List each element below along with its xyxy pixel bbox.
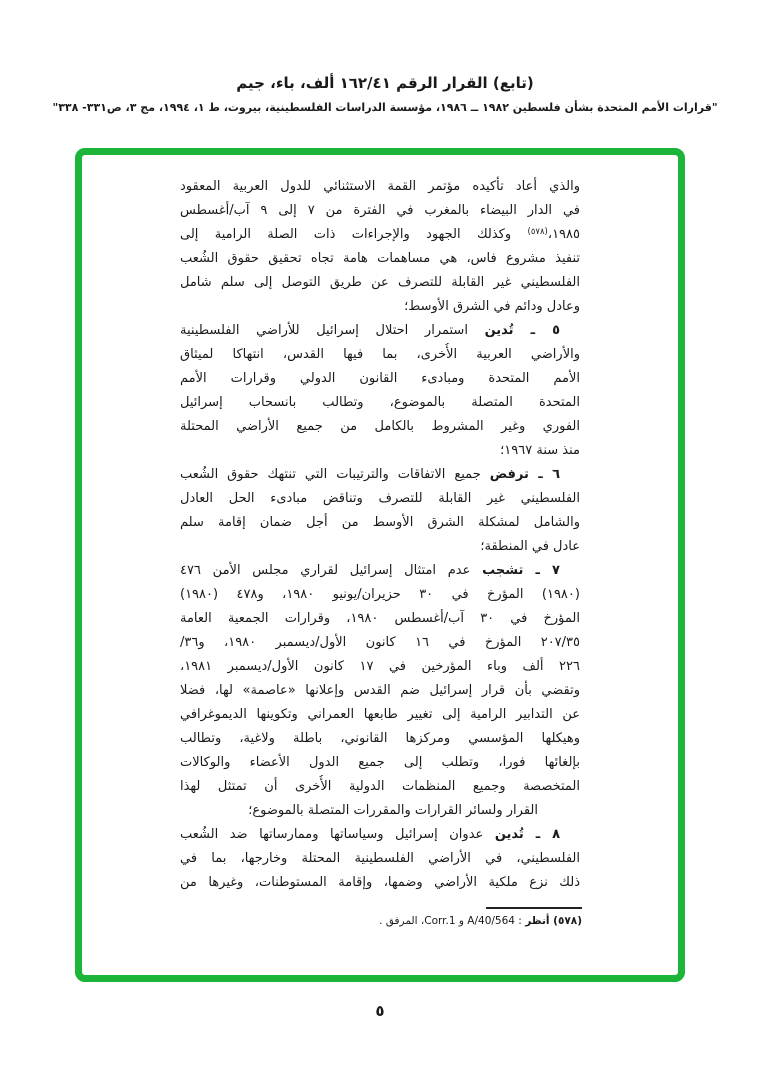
text-line: المتخصصة وجميع المنظمات الدولية الأُخرى أن تمتثل لهذا <box>180 779 580 794</box>
text-line: وتقضي بأن قرار إسرائيل ضم القدس وإعلانها «عاصمة» لها، فضلا <box>180 683 580 698</box>
text-line: منذ سنة ١٩٦٧؛ <box>500 443 580 458</box>
text-line: الفلسطيني، في الأراضي الفلسطينية المحتلة وخارجها، بما في <box>180 851 580 866</box>
footnote-area <box>178 907 582 929</box>
text-line: ٧ ـ تشجب عدم امتثال إسرائيل لقراري مجلس الأمن ٤٧٦ <box>180 563 560 578</box>
text-line: عادل في المنطقة؛ <box>480 539 580 554</box>
footnote-rule <box>486 907 582 909</box>
text-line: المتحدة المتصلة بالموضوع، وتطالب بانسحاب إسرائيل <box>180 395 580 410</box>
text-line: المؤرخ في ٣٠ آب/أغسطس ١٩٨٠، وقرارات الجمعية العامة <box>180 611 580 626</box>
text-line: ٦ ـ ترفض جميع الاتفاقات والترتيبات التي تنتهك حقوق الشُعب <box>180 467 560 482</box>
text-line: الأمم المتحدة ومبادىء القانون الدولي وقرارات الأمم <box>180 371 580 386</box>
green-border-frame <box>75 148 685 982</box>
text-line: الفلسطيني غير القابلة للتصرف وتناقض مبادىء الحل العادل <box>180 491 580 506</box>
text-line: ٥ ـ تُدين استمرار احتلال إسرائيل للأراضي الفلسطينية <box>180 323 560 338</box>
text-line: ١٩٨٥،$^{(٥٧٨)}$ وكذلك الجهود والإجراءات ذات الصلة الرامية إلى <box>180 227 580 242</box>
text-line: ٨ ـ تُدين عدوان إسرائيل وسياساتها وممارساتها ضد الشُعب <box>180 827 560 842</box>
text-line: في الدار البيضاء بالمغرب في الفترة من ٧ إلى ٩ آب/أغسطس <box>180 203 580 218</box>
header-citation: "قرارات الأمم المتحدة بشأن فلسطين ١٩٨٢ ــ ١٩٨٦، مؤسسة الدراسات الفلسطينية، بيروت، ط ١، ١٩٩٤، مج ٣، ص٣٣١- ٣٣٨" <box>52 101 718 114</box>
text-line: وعادل ودائم في الشرق الأوسط؛ <box>404 299 580 314</box>
header-title: (تابع) القرار الرقم ١٦٢/٤١ ألف، باء، جيم <box>236 74 534 92</box>
text-line: ٢٢٦ ألف وباء المؤرخين في ١٧ كانون الأول/ديسمبر ١٩٨١، <box>180 659 580 674</box>
text-line: الفوري وغير المشروط بالكامل من جميع الأراضي المحتلة <box>180 419 580 434</box>
text-line: بإلغائها فورا، وتطلب إلى جميع الدول الأعضاء والوكالات <box>180 755 580 770</box>
text-line: عن التدابير الرامية إلى تغيير طابعها العمراني وتكوينها الديموغرافي <box>180 707 580 722</box>
text-line: والذي أعاد تأكيده مؤتمر القمة الاستثنائي للدول العربية المعقود <box>180 179 580 194</box>
text-line: تنفيذ مشروع فاس، هي مساهمات هامة تجاه تحقيق حقوق الشُعب <box>180 251 580 266</box>
page-number: ٥ <box>375 1002 385 1020</box>
text-line: (١٩٨٠) المؤرخ في ٣٠ حزيران/يونيو ١٩٨٠، و٤٧٨ (١٩٨٠) <box>180 587 580 602</box>
text-line: والشامل لمشكلة الشرق الأوسط من أجل ضمان إقامة سلم <box>180 515 580 530</box>
text-line: والأراضي العربية الأُخرى، بما فيها القدس، انتهاكا لميثاق <box>180 347 580 362</box>
text-line: وهيكلها المؤسسي ومركزها القانوني، باطلة ولاغية، وتطالب <box>180 731 580 746</box>
text-line: ذلك نزع ملكية الأراضي وضمها، وإقامة المستوطنات، وغيرها من <box>180 875 580 890</box>
text-line: الفلسطيني غير القابلة للتصرف عن طريق التوصل إلى سلم شامل <box>180 275 580 290</box>
body-text <box>180 175 580 895</box>
text-line: القرار ولسائر القرارات والمقررات المتصلة بالموضوع؛ <box>248 803 538 818</box>
text-line: ٢٠٧/٣٥ المؤرخ في ١٦ كانون الأول/ديسمبر ١٩٨٠، و٣٦/ <box>180 635 580 650</box>
footnote-text: (٥٧٨) أنظر : A/40/564 و Corr.1، المرفق . <box>379 915 582 927</box>
